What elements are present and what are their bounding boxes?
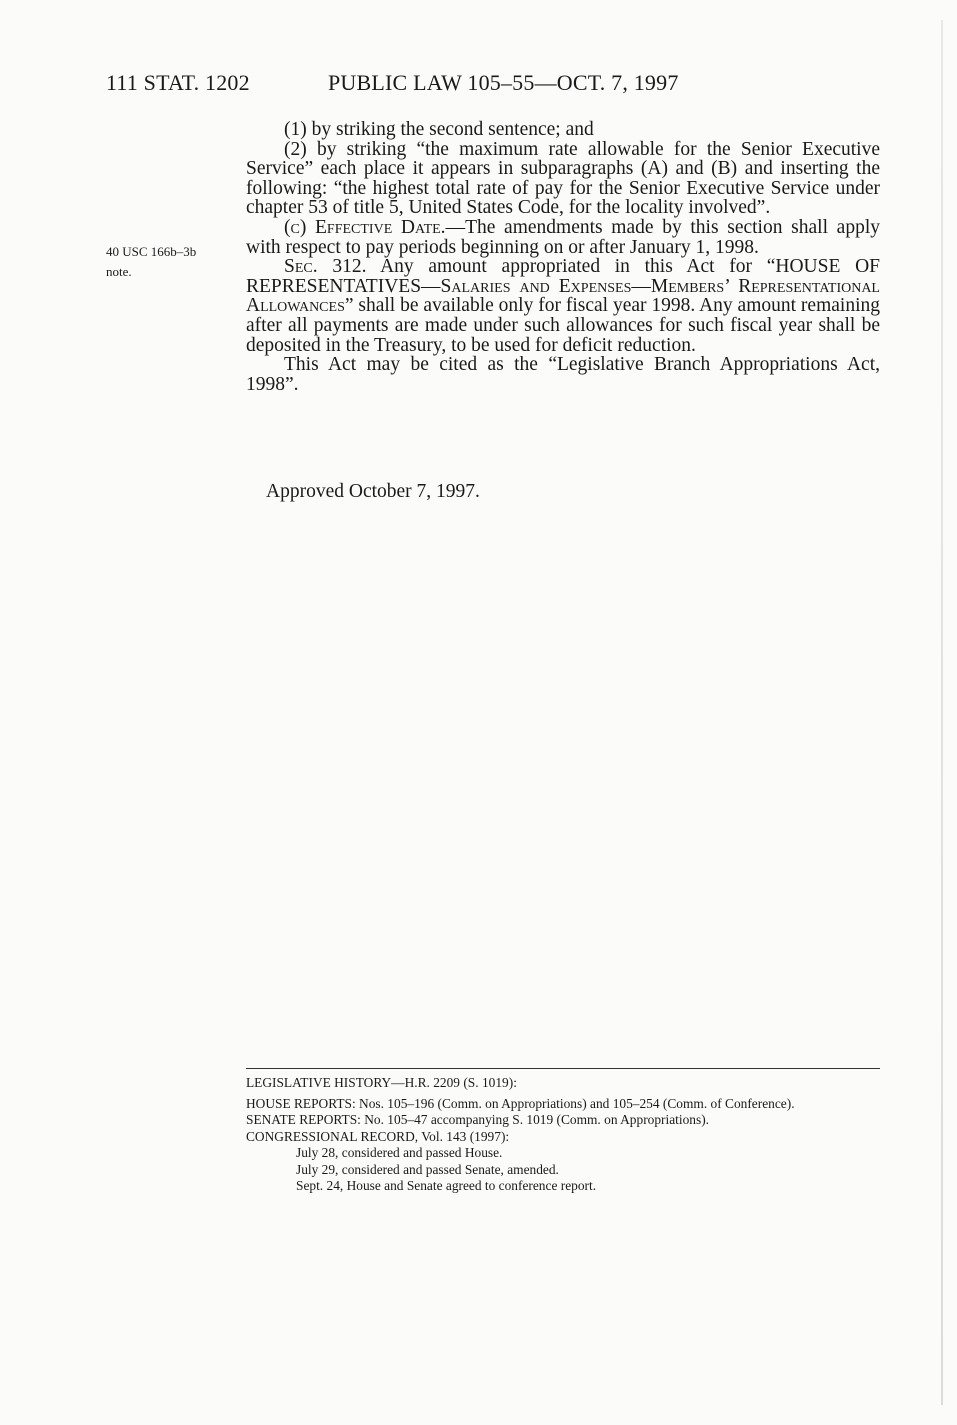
approval-date: Approved October 7, 1997.	[266, 481, 480, 502]
effective-date-text: —The amendments made by this section shall apply with respect to pay periods beginning on or after January 1, 1998.	[246, 216, 880, 258]
house-reports: HOUSE REPORTS: Nos. 105–196 (Comm. on Appropriations) and 105–254 (Comm. of Conference).	[246, 1095, 795, 1111]
legislative-history	[246, 1068, 880, 1195]
scan-edge-line	[941, 20, 943, 1405]
sec-312-text-b: ” shall be available only for fiscal year 1998. Any amount remaining after all payments are made under such allowances for such fiscal year shall be deposited in the Treasury, to be used for deficit reduction.	[246, 295, 880, 356]
effective-date-heading: (c) Effective Date.	[284, 216, 446, 238]
body-text	[246, 120, 880, 394]
section-label: Sec.	[284, 256, 318, 278]
history-event: July 29, considered and passed Senate, amended.	[296, 1161, 559, 1177]
margin-note-citation: 40 USC 166b–3b	[106, 244, 197, 259]
congressional-record: CONGRESSIONAL RECORD, Vol. 143 (1997):	[246, 1128, 510, 1144]
paragraph-sec-312	[246, 257, 880, 355]
margin-note-suffix: note.	[106, 264, 132, 279]
history-event: Sept. 24, House and Senate agreed to conference report.	[296, 1178, 597, 1193]
margin-note	[106, 242, 196, 282]
history-event: July 28, considered and passed House.	[296, 1145, 503, 1160]
history-title: LEGISLATIVE HISTORY—H.R. 2209 (S. 1019):	[246, 1075, 517, 1090]
paragraph-effective-date	[246, 218, 880, 257]
sec-312-account-name: Salaries and Expenses—Members’ Representational Allowances	[246, 275, 880, 317]
sec-312-text-a: 312. Any amount appropriated in this Act for “HOUSE OF REPRESENTATIVES—	[246, 256, 880, 297]
public-law-title: PUBLIC LAW 105–55—OCT. 7, 1997	[328, 70, 679, 95]
senate-reports: SENATE REPORTS: No. 105–47 accompanying S. 1019 (Comm. on Appropriations).	[246, 1112, 710, 1127]
paragraph-1: (1) by striking the second sentence; and	[284, 119, 594, 140]
paragraph-2: (2) by striking “the maximum rate allowable for the Senior Executive Service” each place it appears in subparagraphs (A) and (B) and inserting the following: “the highest total rate of pay for the Senior Executive Service under chapter 53 of title 5, United States Code, for the locality involved”.	[246, 138, 880, 219]
statute-citation: 111 STAT. 1202	[106, 70, 250, 95]
paragraph-short-title: This Act may be cited as the “Legislative Branch Appropriations Act, 1998”.	[246, 354, 880, 395]
